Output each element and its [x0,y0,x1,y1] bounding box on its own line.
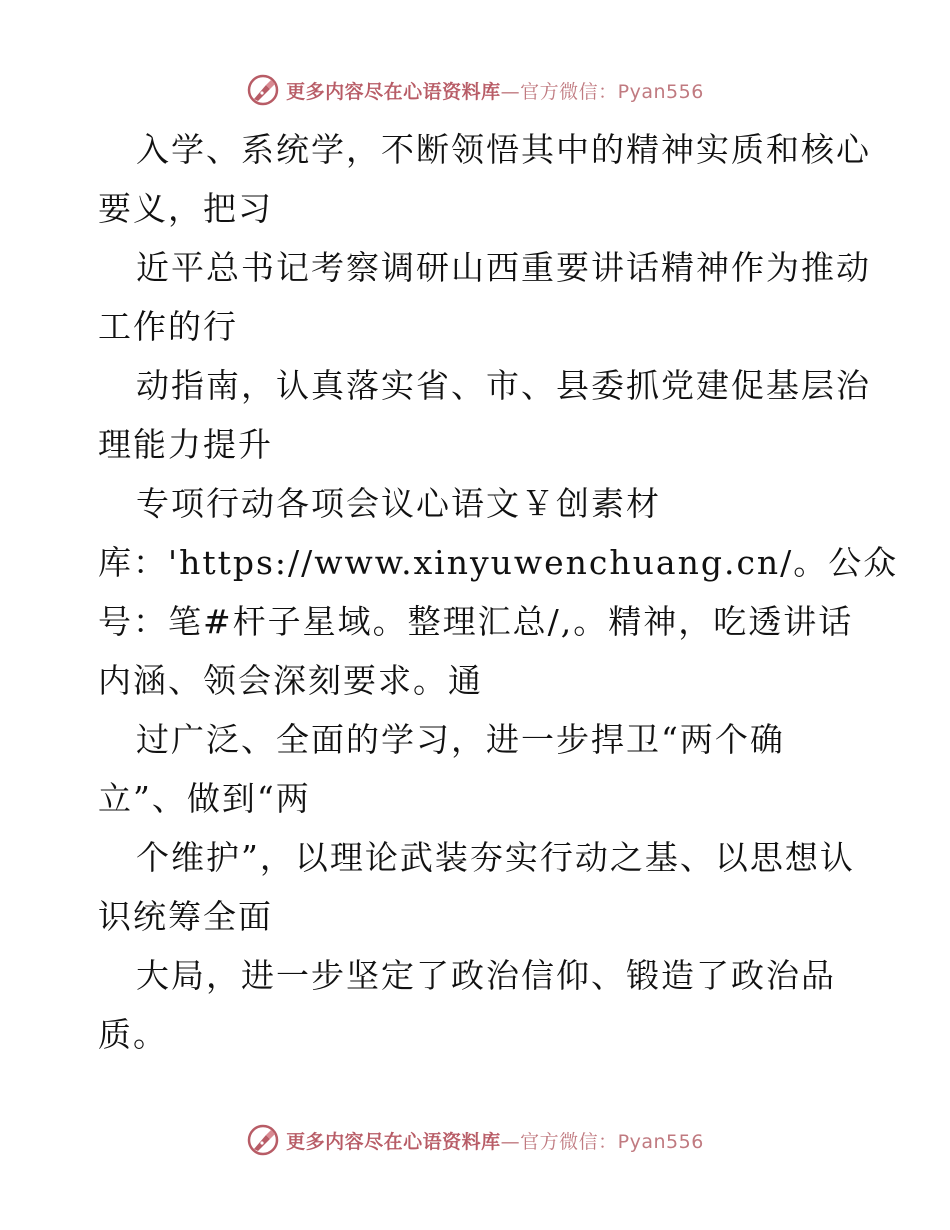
footer-banner [0,1120,950,1160]
body-line: 内涵、领会深刻要求。通 [98,661,483,700]
header-banner-content [246,73,704,107]
header-banner [0,70,950,110]
body-line: 识统筹全面 [98,897,273,936]
body-line: 要义，把习 [98,189,273,228]
body-line: 近平总书记考察调研山西重要讲话精神作为推动 [136,248,871,287]
header-banner-text [286,77,704,104]
body-line: 专项行动各项会议心语文￥创素材 [136,484,661,523]
body-line: 质。 [98,1015,168,1054]
body-line: 号：笔#杆子星域。整理汇总/,。精神，吃透讲话 [98,602,854,641]
pen-nib-circle-icon [246,73,280,107]
body-line: 入学、系统学，不断领悟其中的精神实质和核心 [136,130,871,169]
body-line: 过广泛、全面的学习，进一步捍卫“两个确 [136,720,785,759]
body-line: 大局，进一步坚定了政治信仰、锻造了政治品 [136,956,836,995]
body-line: 立”、做到“两 [98,779,311,818]
footer-banner-main: 更多内容尽在心语资料库 [286,1130,501,1153]
header-banner-main: 更多内容尽在心语资料库 [286,80,501,103]
footer-banner-contact: 官方微信：Pyan556 [520,1130,704,1153]
footer-banner-content [246,1123,704,1157]
footer-banner-sep: — [500,1130,521,1153]
footer-banner-text [286,1127,704,1154]
document-body [98,120,899,1064]
header-banner-sep: — [500,80,521,103]
pen-nib-circle-icon [246,1123,280,1157]
body-line: 个维护”，以理论武装夯实行动之基、以思想认 [136,838,855,877]
body-line: 工作的行 [98,307,238,346]
body-line: 动指南，认真落实省、市、县委抓党建促基层治 [136,366,871,405]
body-line: 理能力提升 [98,425,273,464]
header-banner-contact: 官方微信：Pyan556 [520,80,704,103]
body-line: 库：'https://www.xinyuwenchuang.cn/。公众 [98,543,899,582]
